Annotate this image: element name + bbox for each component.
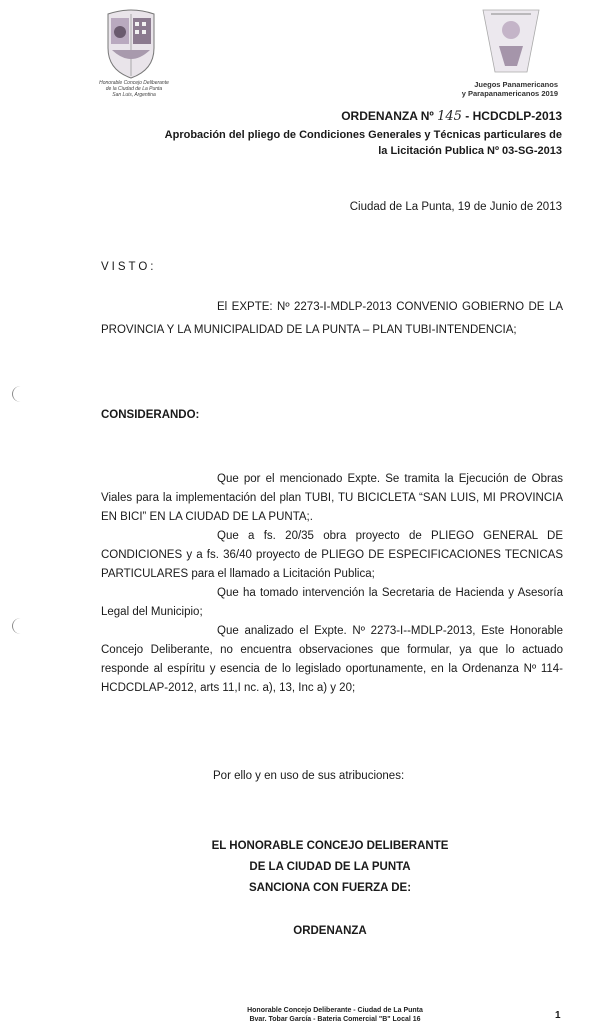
visto-heading: VISTO:: [101, 261, 157, 273]
footer-line1: Honorable Concejo Deliberante - Ciudad de La Punta: [247, 1007, 423, 1014]
ordenanza-title: [300, 109, 562, 124]
sanciona-line2: DE LA CIUDAD DE LA PUNTA: [249, 861, 411, 873]
considerando-heading: CONSIDERANDO:: [101, 409, 200, 421]
visto-paragraph: El EXPTE: Nº 2273-I-MDLP-2013 CONVENIO GOBIERNO DE LA PROVINCIA Y LA MUNICIPALIDAD DE LA PUNTA – PLAN TUBI-INTENDENCIA;: [101, 301, 563, 336]
dateline: Ciudad de La Punta, 19 de Junio de 2013: [349, 201, 562, 213]
panamerican-games-logo: [477, 6, 545, 76]
ordenanza-heading: ORDENANZA: [293, 925, 367, 937]
considerando-paragraph-2: Que a fs. 20/35 obra proyecto de PLIEGO GENERAL DE CONDICIONES y a fs. 36/40 proyecto de PLIEGO DE ESPECIFICACIONES TECNICAS PARTICULARES para el llamado a Licitación Publica;: [101, 530, 563, 580]
page-number: 1: [555, 1010, 561, 1021]
games-line1: Juegos Panamericanos: [474, 80, 558, 89]
considerando-text-block: [101, 470, 563, 698]
ordenanza-subtitle: [100, 127, 562, 159]
considerando-paragraph-4: Que analizado el Expte. Nº 2273-I--MDLP-2013, Este Honorable Concejo Deliberante, no encuentra observaciones que formular, ya que lo actuado responde al espíritu y esencia de lo legislado oportunamente, en la Ordenanza Nº 114-HCDCDLAP-2012, arts 11,I nc. a), 13, Inc a) y 20;: [101, 625, 563, 694]
handwritten-number: 145: [437, 109, 462, 124]
games-line2: y Parapanamericanos 2019: [461, 89, 558, 98]
punch-hole: [12, 618, 29, 634]
sanciona-line1: EL HONORABLE CONCEJO DELIBERANTE: [211, 840, 449, 852]
title-suffix: - HCDCDLP-2013: [461, 109, 562, 123]
subtitle-line1: Aprobación del pliego de Condiciones Generales y Técnicas particulares de: [164, 129, 562, 141]
title-prefix: ORDENANZA Nº: [341, 109, 438, 123]
considerando-paragraph-3: Que ha tomado intervención la Secretaria de Hacienda y Asesoría Legal del Municipio;: [101, 587, 563, 618]
footer-line2: Bvar. Tobar García - Bateria Comercial "B" Local 16: [249, 1016, 421, 1023]
footer: [210, 1006, 460, 1024]
subtitle-line2: la Licitación Publica Nº 03-SG-2013: [378, 145, 562, 157]
sanciona-line3: SANCIONA CON FUERZA DE:: [248, 882, 412, 894]
punch-hole: [12, 386, 29, 402]
considerando-paragraph-1: Que por el mencionado Expte. Se tramita la Ejecución de Obras Viales para la implementación del plan TUBI, TU BICICLETA “SAN LUIS, MI PROVINCIA EN BICI” EN LA CIUDAD DE LA PUNTA;.: [101, 473, 563, 523]
por-ello-line: Por ello y en uso de sus atribuciones:: [213, 770, 405, 782]
visto-text-block: [101, 296, 563, 342]
panamerican-games-caption: [420, 80, 558, 98]
sanciona-block: [150, 836, 510, 899]
council-logo-caption: Honorable Concejo Deliberante de la Ciudad de La Punta San Luis, Argentina: [99, 80, 169, 98]
